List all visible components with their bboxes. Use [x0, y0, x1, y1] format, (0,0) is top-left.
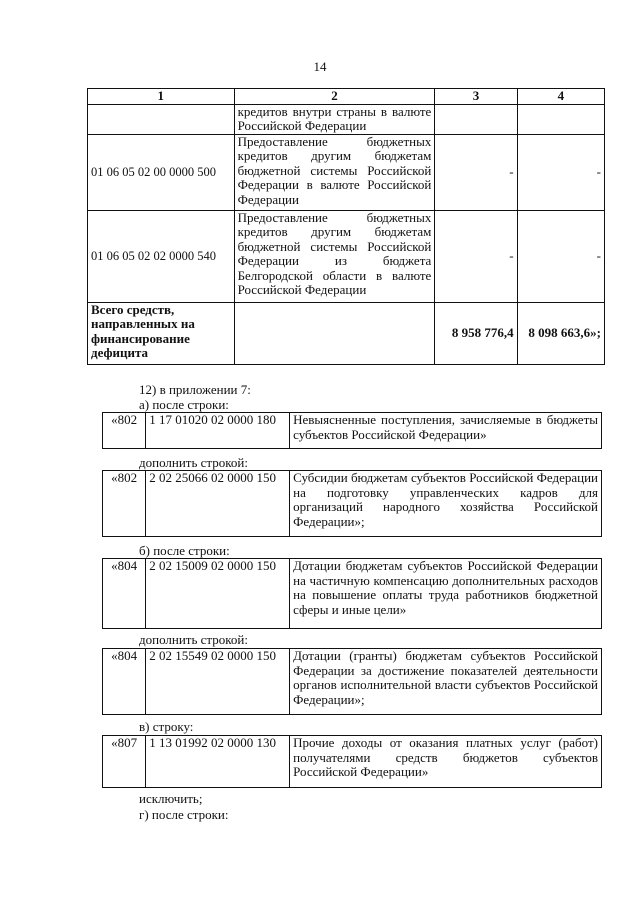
box-code: 1 13 01992 02 0000 130: [146, 736, 290, 788]
box-row: [103, 413, 602, 449]
total-row: [88, 302, 605, 364]
text-line: дополнить строкой:: [139, 455, 248, 470]
total-value-4: 8 098 663,6»;: [517, 302, 604, 364]
table-row: [88, 210, 605, 302]
code-box: [102, 648, 602, 715]
row-value-4: -: [517, 134, 604, 210]
box-key: «804: [103, 559, 146, 629]
box-description: Невыясненные поступления, зачисляемые в бюджеты субъектов Российской Федерации»: [290, 413, 602, 449]
financing-table: [87, 88, 605, 365]
code-box: [102, 470, 602, 537]
row-code: 01 06 05 02 02 0000 540: [88, 210, 235, 302]
header-col-3: 3: [435, 89, 517, 105]
row-value-4: -: [517, 210, 604, 302]
header-col-4: 4: [517, 89, 604, 105]
box-row: [103, 471, 602, 537]
total-value-3: 8 958 776,4: [435, 302, 517, 364]
row-name: Предоставление бюджетных кредитов другим бюджетам бюджетной системы Российской Федерации из бюджета Белгородской области в валюте Российской Федерации: [234, 210, 435, 302]
header-col-2: 2: [234, 89, 435, 105]
text-line: а) после строки:: [139, 397, 229, 412]
row-value-3: -: [435, 210, 517, 302]
box-code: 2 02 15009 02 0000 150: [146, 559, 290, 629]
row-code: [88, 104, 235, 134]
box-row: [103, 649, 602, 715]
row-value-3: [435, 104, 517, 134]
box-row: [103, 736, 602, 788]
box-key: «802: [103, 471, 146, 537]
text-line: дополнить строкой:: [139, 632, 248, 647]
text-line: в) строку:: [139, 719, 194, 734]
header-col-1: 1: [88, 89, 235, 105]
box-code: 2 02 25066 02 0000 150: [146, 471, 290, 537]
row-code: 01 06 05 02 00 0000 500: [88, 134, 235, 210]
text-line: 12) в приложении 7:: [139, 382, 251, 397]
code-box: [102, 412, 602, 449]
box-code: 2 02 15549 02 0000 150: [146, 649, 290, 715]
box-description: Прочие доходы от оказания платных услуг (работ) получателями средств бюджетов субъектов Российской Федерации»: [290, 736, 602, 788]
code-box: [102, 735, 602, 788]
text-line: исключить;: [139, 791, 203, 806]
box-key: «804: [103, 649, 146, 715]
text-line: б) после строки:: [139, 543, 230, 558]
row-value-4: [517, 104, 604, 134]
row-name: Предоставление бюджетных кредитов другим бюджетам бюджетной системы Российской Федерации в валюте Российской Федерации: [234, 134, 435, 210]
box-description: Дотации (гранты) бюджетам субъектов Российской Федерации за достижение показателей деятельности органов исполнительной власти субъектов Российской Федерации»;: [290, 649, 602, 715]
table-row: [88, 134, 605, 210]
total-empty: [234, 302, 435, 364]
code-box: [102, 558, 602, 629]
box-description: Субсидии бюджетам субъектов Российской Федерации на подготовку управленческих кадров для организаций народного хозяйства Российской Федерации»;: [290, 471, 602, 537]
table-row: [88, 104, 605, 134]
table-header-row: [88, 89, 605, 105]
box-description: Дотации бюджетам субъектов Российской Федерации на частичную компенсацию дополнительных расходов на повышение оплаты труда работников бюджетной сферы и иные цели»: [290, 559, 602, 629]
page-number: 14: [313, 59, 327, 74]
total-label: Всего средств, направленных на финансирование дефицита: [88, 302, 235, 364]
box-row: [103, 559, 602, 629]
row-value-3: -: [435, 134, 517, 210]
text-line: г) после строки:: [139, 807, 229, 822]
box-code: 1 17 01020 02 0000 180: [146, 413, 290, 449]
box-key: «807: [103, 736, 146, 788]
row-name: кредитов внутри страны в валюте Российской Федерации: [234, 104, 435, 134]
box-key: «802: [103, 413, 146, 449]
